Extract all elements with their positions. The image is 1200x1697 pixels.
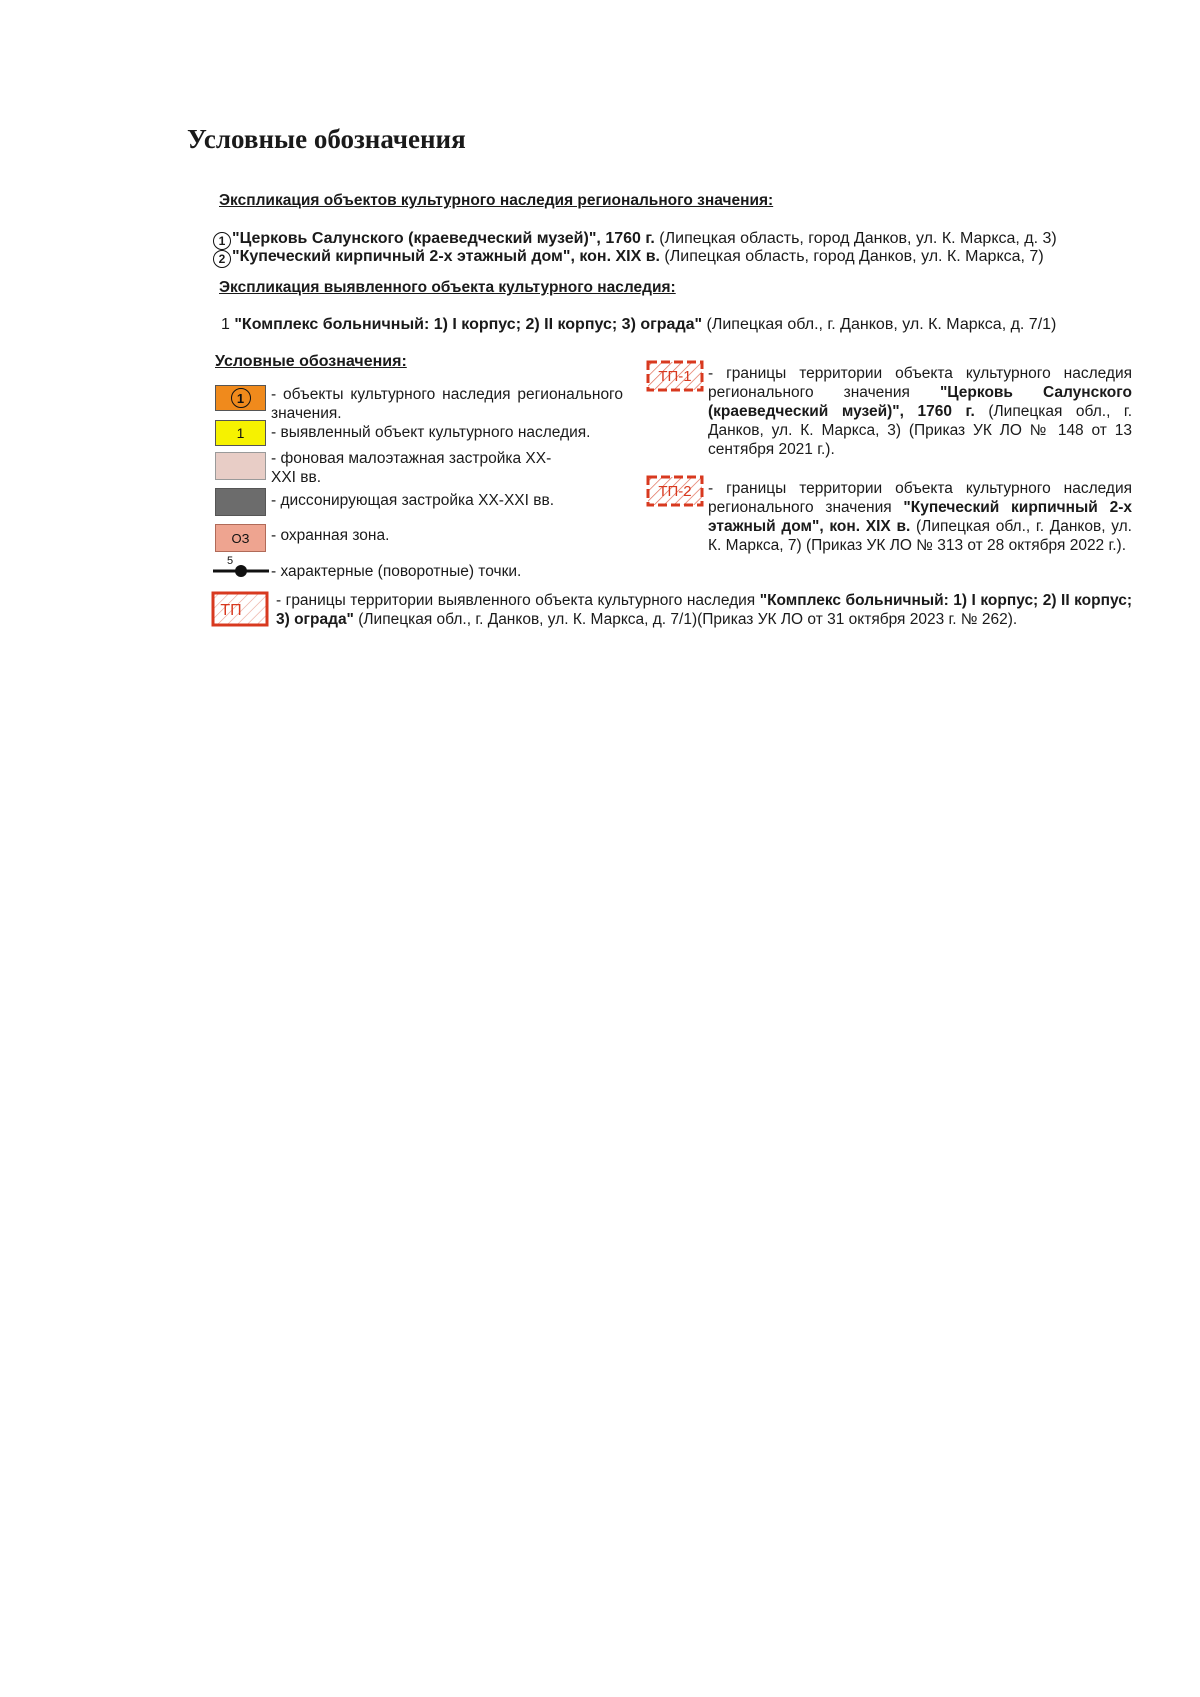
tp2-symbol: ТП-2 [658,483,692,500]
identified-item-name: "Комплекс больничный: 1) I корпус; 2) II корпус; 3) ограда" [234,316,703,333]
identified-item-1 [221,316,1056,334]
regional-item-1-name: "Церковь Салунского (краеведческий музей)", 1760 г. [232,230,655,247]
tp-symbol: ТП [220,602,242,619]
dissonant-buildings-swatch [215,488,266,516]
boundary-tp-label [276,591,1132,629]
turning-point-number: 5 [227,555,234,567]
regional-item-2-address: (Липецкая область, город Данков, ул. К. Маркса, 7) [659,248,1044,265]
circled-number-icon: 1 [213,232,231,250]
tp1-name: "Церковь Салунского (краеведческий музей)", 1760 г. [708,384,1132,420]
boundary-tp2-label [708,479,1132,555]
tp2-name: "Купеческий кирпичный 2-х этажный дом", кон. XIX в. [708,499,1132,535]
regional-object-label: - объекты культурного наследия регионального значения. [271,386,623,422]
identified-explication-heading: Экспликация выявленного объекта культурного наследия: [219,279,676,296]
identified-object-number: 1 [236,425,245,441]
regional-explication-heading: Экспликация объектов культурного наследия регионального значения: [219,192,774,209]
tp-prefix: - границы территории выявленного объекта культурного наследия [276,592,760,609]
background-buildings-label: - фоновая малоэтажная застройка XX-XXI вв. [271,450,552,486]
protection-zone-symbol: ОЗ [231,530,250,546]
regional-item-1 [213,230,1057,250]
protection-zone-label: - охранная зона. [271,527,390,544]
page-title: Условные обозначения [187,124,466,154]
turning-point-icon [211,554,271,580]
legend-heading: Условные обозначения: [215,353,407,370]
boundary-tp1-icon [645,359,705,393]
circled-number-icon: 1 [231,388,251,408]
identified-item-address: (Липецкая обл., г. Данков, ул. К. Маркса, д. 7/1) [702,316,1057,333]
tp-suffix: (Липецкая обл., г. Данков, ул. К. Маркса, д. 7/1)(Приказ УК ЛО от 31 октября 2023 г. № 262). [353,611,1018,628]
boundary-tp2-icon [645,474,705,508]
circled-number-icon: 2 [213,250,231,268]
tp2-prefix: - границы территории объекта культурного наследия регионального значения [708,480,1132,516]
regional-item-2-name: "Купеческий кирпичный 2-х этажный дом", кон. XIX в. [232,248,660,265]
tp-name: "Комплекс больничный: 1) I корпус; 2) II корпус; 3) ограда" [276,592,1132,628]
tp1-suffix: (Липецкая обл., г. Данков, ул. К. Маркса, 3) (Приказ УК ЛО № 148 от 13 сентября 2021 г.). [708,403,1132,458]
tp1-prefix: - границы территории объекта культурного наследия регионального значения [708,365,1132,401]
dissonant-buildings-label: - диссонирующая застройка XX-XXI вв. [271,492,555,509]
background-buildings-swatch [215,452,266,480]
identified-object-label: - выявленный объект культурного наследия. [271,424,591,441]
regional-item-2 [213,248,1044,268]
identified-item-number: 1 [221,316,235,333]
regional-object-swatch [215,385,266,411]
tp2-suffix: (Липецкая обл., г. Данков, ул. К. Маркса, 7) (Приказ УК ЛО № 313 от 28 октября 2022 г.). [708,518,1132,554]
protection-zone-swatch [215,524,266,552]
regional-item-1-address: (Липецкая область, город Данков, ул. К. Маркса, д. 3) [654,230,1057,247]
boundary-tp-icon [211,591,269,627]
identified-object-swatch [215,420,266,446]
boundary-tp1-label [708,364,1132,459]
turning-points-label: - характерные (поворотные) точки. [271,563,522,580]
tp1-symbol: ТП-1 [658,368,692,385]
